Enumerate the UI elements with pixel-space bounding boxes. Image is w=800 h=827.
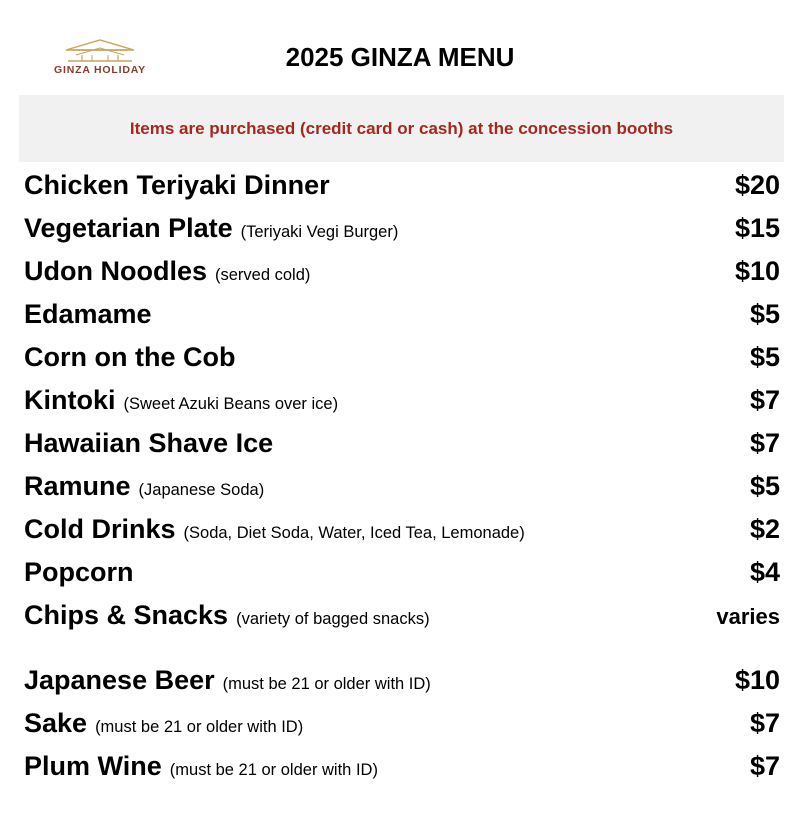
purchase-notice-banner: [19, 95, 784, 162]
menu-list: [24, 164, 780, 788]
item-note: (must be 21 or older with ID): [222, 675, 431, 693]
item-name: Cold Drinks: [24, 514, 176, 544]
item-note: (Japanese Soda): [138, 481, 265, 499]
pagoda-icon: [62, 36, 138, 62]
logo-text: GINZA HOLIDAY: [54, 64, 146, 76]
page-title: 2025 GINZA MENU: [285, 42, 515, 72]
item-price: $7: [749, 751, 780, 781]
item-price: $7: [749, 428, 780, 458]
item-name: Corn on the Cob: [24, 342, 236, 372]
item-price: $10: [734, 665, 780, 695]
menu-item: [24, 250, 780, 293]
item-price: $5: [749, 342, 780, 372]
item-note: (must be 21 or older with ID): [169, 761, 378, 779]
item-price: varies: [716, 604, 780, 629]
menu-item: [24, 164, 780, 207]
item-name: Kintoki: [24, 385, 116, 415]
menu-item: [24, 508, 780, 551]
item-name: Vegetarian Plate: [24, 213, 233, 243]
item-note: (Teriyaki Vegi Burger): [240, 223, 399, 241]
item-name: Edamame: [24, 299, 152, 329]
menu-item: [24, 379, 780, 422]
purchase-notice-text: Items are purchased (credit card or cash) at the concession booths: [129, 118, 674, 138]
item-name: Ramune: [24, 471, 131, 501]
ginza-holiday-logo: [44, 36, 156, 80]
menu-item: [24, 422, 780, 465]
item-name: Chips & Snacks: [24, 600, 229, 630]
menu-item: [24, 207, 780, 250]
item-name: Udon Noodles: [24, 256, 207, 286]
item-price: $7: [749, 385, 780, 415]
item-name: Plum Wine: [24, 751, 162, 781]
item-note: (Sweet Azuki Beans over ice): [123, 395, 339, 413]
menu-item-alcohol: [24, 702, 780, 745]
menu-item-alcohol: [24, 659, 780, 702]
menu-item: [24, 551, 780, 594]
item-price: $15: [734, 213, 780, 243]
item-name: Sake: [24, 708, 88, 738]
item-price: $10: [734, 256, 780, 286]
menu-item: [24, 336, 780, 379]
menu-item: [24, 293, 780, 336]
item-name: Popcorn: [24, 557, 134, 587]
item-name: Hawaiian Shave Ice: [24, 428, 274, 458]
item-note: (variety of bagged snacks): [236, 610, 430, 628]
item-note: (Soda, Diet Soda, Water, Iced Tea, Lemonade): [183, 524, 525, 542]
item-name: Japanese Beer: [24, 665, 215, 695]
menu-item-alcohol: [24, 745, 780, 788]
item-price: $7: [749, 708, 780, 738]
item-price: $4: [749, 557, 780, 587]
item-price: $5: [749, 471, 780, 501]
item-note: (must be 21 or older with ID): [95, 718, 304, 736]
item-note: (served cold): [215, 266, 311, 284]
item-price: $20: [734, 170, 780, 200]
item-price: $2: [749, 514, 780, 544]
item-price: $5: [749, 299, 780, 329]
menu-item: [24, 465, 780, 508]
item-name: Chicken Teriyaki Dinner: [24, 170, 330, 200]
menu-item: [24, 594, 780, 637]
